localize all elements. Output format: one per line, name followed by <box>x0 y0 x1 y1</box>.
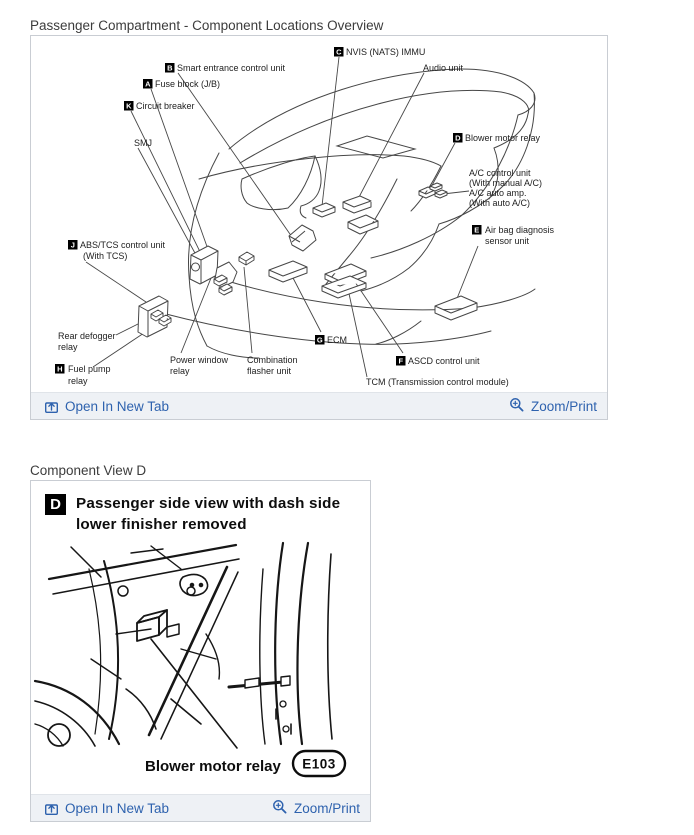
panel2-diagram-header <box>31 481 370 539</box>
component-box-ecm <box>269 261 307 282</box>
component-box-ac-unit <box>435 190 447 198</box>
blower-motor-relay-box <box>137 610 179 641</box>
component-box-smj <box>239 252 254 265</box>
panel1-open-label: Open In New Tab <box>65 398 170 414</box>
panel2-header-line1: Passenger side view with dash side <box>76 495 341 512</box>
panel2-title: Component View D <box>30 463 147 478</box>
panel1-open-in-new-tab-link[interactable] <box>44 399 169 414</box>
panel2-header-line2: lower finisher removed <box>76 516 247 533</box>
component-view-d-panel <box>30 480 371 822</box>
component-box-nvis <box>313 203 335 217</box>
zoom-icon <box>509 397 525 413</box>
letterbox-b-letter: B <box>167 63 173 73</box>
panel1-diagram <box>31 36 607 392</box>
dashboard-diagram <box>31 36 607 392</box>
label-rear-defogger-2: relay <box>58 342 78 352</box>
panel2-diagram <box>31 481 370 794</box>
open-in-new-tab-icon <box>44 801 59 816</box>
label-abs-1: ABS/TCS control unit <box>80 240 166 250</box>
label-flasher-2: flasher unit <box>247 366 292 376</box>
label-fuse-block: Fuse block (J/B) <box>155 79 221 89</box>
label-circuit-breaker: Circuit breaker <box>136 101 195 111</box>
label-airbag-2: sensor unit <box>485 236 530 246</box>
letterbox-h-letter: H <box>57 364 63 374</box>
panel2-zoom-print-link[interactable] <box>272 799 360 818</box>
letterbox-j-letter: J <box>70 240 75 250</box>
open-in-new-tab-icon <box>44 399 59 414</box>
component-locations-panel <box>30 35 608 420</box>
letterbox-a-letter: A <box>145 79 151 89</box>
panel2-caption: Blower motor relay <box>145 758 281 775</box>
label-ascd: ASCD control unit <box>408 356 480 366</box>
label-rear-defogger-1: Rear defogger <box>58 331 116 341</box>
panel2-header-text <box>76 493 340 535</box>
component-box-ascd-tcm <box>322 264 366 298</box>
label-ac-4: (With auto A/C) <box>469 198 531 208</box>
label-blower-relay: Blower motor relay <box>465 133 541 143</box>
dash-side-view-art <box>31 539 370 784</box>
label-fuel-pump-2: relay <box>68 376 88 386</box>
panel2-footer <box>31 794 370 821</box>
label-power-window-2: relay <box>170 366 190 376</box>
label-ac-2: (With manual A/C) <box>469 178 543 188</box>
label-abs-2: (With TCS) <box>83 251 128 261</box>
label-nvis: NVIS (NATS) IMMU <box>346 47 426 57</box>
panel2-zoom-label: Zoom/Print <box>293 800 360 816</box>
label-ecm: ECM <box>327 335 347 345</box>
component-box-audio <box>343 196 378 234</box>
letterbox-g-letter: G <box>316 335 323 345</box>
label-ac-1: A/C control unit <box>469 168 531 178</box>
letterbox-d-large: D <box>45 494 66 515</box>
label-fuel-pump-1: Fuel pump <box>68 364 111 374</box>
connector-code: E103 <box>302 756 336 772</box>
dashboard-line-art <box>162 69 535 358</box>
label-ac-3: A/C auto amp. <box>469 188 527 198</box>
component-box-smart-entrance <box>289 225 316 251</box>
letterbox-c-letter: C <box>336 47 342 57</box>
panel2-open-label: Open In New Tab <box>65 800 170 816</box>
zoom-icon <box>272 799 288 815</box>
mechanical-line-art <box>35 543 332 746</box>
label-flasher-1: Combination <box>247 355 298 365</box>
component-box-relay-bracket <box>138 296 171 337</box>
label-smj: SMJ <box>134 138 152 148</box>
letterbox-f-letter: F <box>398 356 404 366</box>
letterbox-e-letter: E <box>474 225 480 235</box>
letterbox-k-letter: K <box>126 101 132 111</box>
panel1-zoom-label: Zoom/Print <box>530 398 597 414</box>
label-smart-entrance: Smart entrance control unit <box>177 63 286 73</box>
panel1-title: Passenger Compartment - Component Locations Overview <box>30 18 384 33</box>
label-tcm: TCM (Transmission control module) <box>366 377 509 387</box>
label-power-window-1: Power window <box>170 355 229 365</box>
component-box-airbag-unit <box>435 296 477 320</box>
panel2-open-in-new-tab-link[interactable] <box>44 801 169 816</box>
letterbox-d-letter: D <box>455 133 461 143</box>
label-audio-unit: Audio unit <box>423 63 464 73</box>
label-airbag-1: Air bag diagnosis <box>485 225 555 235</box>
panel1-zoom-print-link[interactable] <box>509 397 597 416</box>
panel1-footer <box>31 392 607 419</box>
